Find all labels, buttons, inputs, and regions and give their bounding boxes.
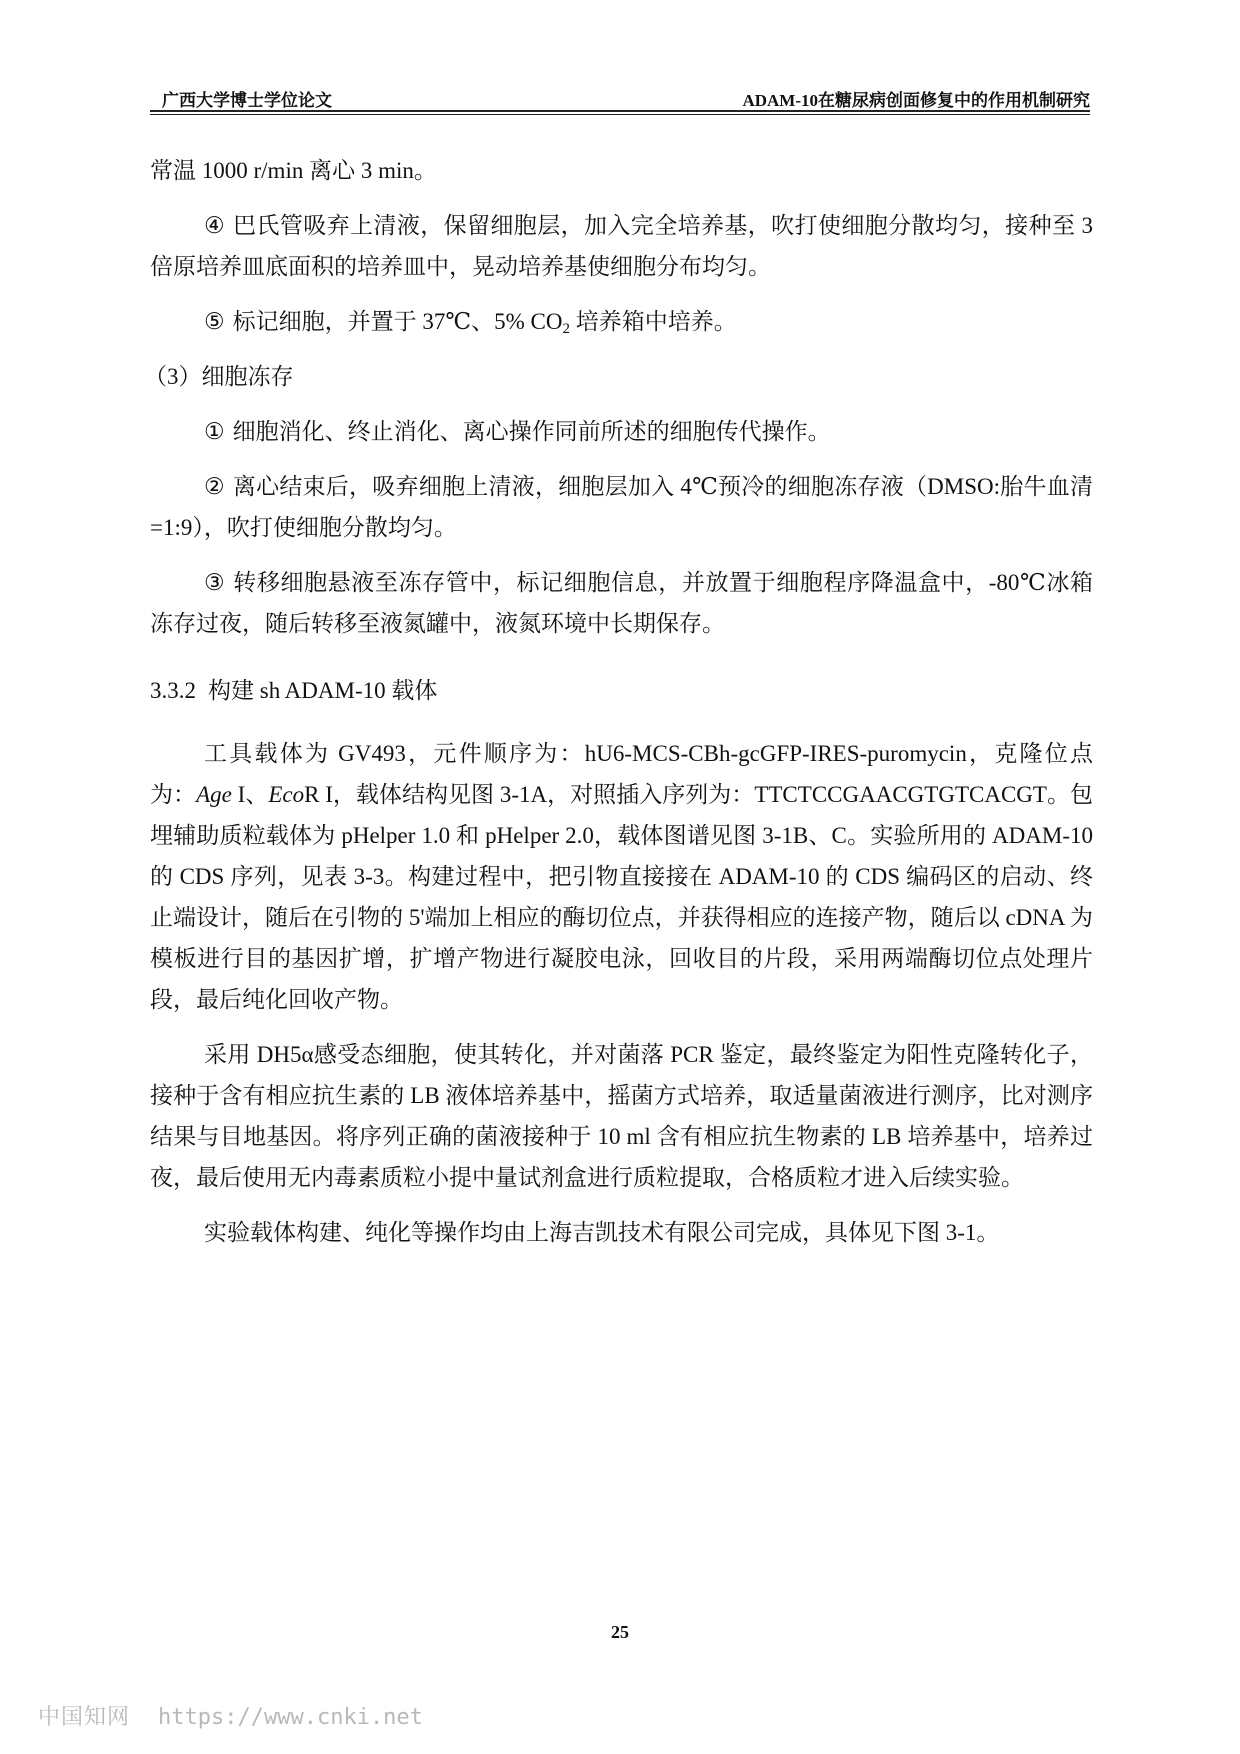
step-number: ⑤ xyxy=(204,309,225,334)
page-number: 25 xyxy=(611,1622,629,1642)
paragraph-centrifuge: 常温 1000 r/min 离心 3 min。 xyxy=(150,158,437,183)
running-header xyxy=(150,84,1090,112)
step-4-paragraph xyxy=(150,205,1093,287)
vector-paragraph xyxy=(150,733,1093,1020)
step-number: ② xyxy=(204,474,225,499)
enzyme-eco: Eco xyxy=(268,782,305,807)
step-text: 细胞消化、终止消化、离心操作同前所述的细胞传代操作。 xyxy=(232,419,831,444)
step-number: ④ xyxy=(204,213,226,238)
cnki-url: https://www.cnki.net xyxy=(158,1705,423,1730)
section-number: 3.3.2 xyxy=(150,678,196,703)
vector-text-a: 工具载体为 GV493，元件顺序为：hU6-MCS-CBh-gcGFP-IRES-puromycin，克隆位点为： xyxy=(150,741,1093,807)
transformation-paragraph: 采用 DH5α感受态细胞，使其转化，并对菌落 PCR 鉴定，最终鉴定为阳性克隆转化子，接种于含有相应抗生素的 LB 液体培养基中，摇菌方式培养，取适量菌液进行测序，比对测序结果与目地基因。将序列正确的菌液接种于 10 ml 含有相应抗生物素的 LB 培养基中，培养过夜，最后使用无内毒素质粒小提中量试剂盒进行质粒提取，合格质粒才进入后续实验。 xyxy=(150,1042,1093,1190)
header-chapter-title: ADAM-10在糖尿病创面修复中的作用机制研究 xyxy=(742,91,1090,110)
subsection-cell-freezing: （3）细胞冻存 xyxy=(144,364,294,389)
step-text-b: 培养箱中培养。 xyxy=(569,309,737,334)
step-text-a: 标记细胞，并置于 37℃、5% CO xyxy=(232,309,563,334)
page-body xyxy=(144,150,1094,1267)
header-thesis-title: 广西大学博士学位论文 xyxy=(162,91,332,110)
section-heading xyxy=(150,670,1093,711)
co2-subscript: 2 xyxy=(562,321,570,337)
watermark-footer xyxy=(38,1700,423,1731)
cnki-site-name: 中国知网 xyxy=(38,1705,131,1730)
step-number: ③ xyxy=(204,570,226,595)
step-2-paragraph xyxy=(150,466,1093,548)
step-number: ① xyxy=(204,419,225,444)
vector-text-b: I、 xyxy=(231,782,269,807)
company-paragraph: 实验载体构建、纯化等操作均由上海吉凯技术有限公司完成，具体见下图 3-1。 xyxy=(204,1220,1000,1245)
step-5-paragraph xyxy=(150,301,1093,342)
step-text: 转移细胞悬液至冻存管中，标记细胞信息，并放置于细胞程序降温盒中，-80℃冰箱冻存过夜，随后转移至液氮罐中，液氮环境中长期保存。 xyxy=(150,570,1093,636)
step-1-paragraph xyxy=(150,411,1093,452)
step-text: 巴氏管吸弃上清液，保留细胞层，加入完全培养基，吹打使细胞分散均匀，接种至 3 倍原培养皿底面积的培养皿中，晃动培养基使细胞分布均匀。 xyxy=(150,213,1094,279)
vector-text-c: R I，载体结构见图 3-1A，对照插入序列为：TTCTCCGAACGTGTCACGT。包埋辅助质粒载体为 pHelper 1.0 和 pHelper 2.0，载体图谱见图 3-1B、C。实验所用的 ADAM-10 的 CDS 序列，见表 3-3。构建过程中，把引物直接接在 ADAM-10 的 CDS 编码区的启动、终止端设计，随后在引物的 5'端加上相应的酶切位点，并获得相应的连接产物，随后以 cDNA 为模板进行目的基因扩增，扩增产物进行凝胶电泳，回收目的片段，采用两端酶切位点处理片段，最后纯化回收产物。 xyxy=(150,782,1093,1012)
section-title: 构建 sh ADAM-10 载体 xyxy=(208,678,438,703)
enzyme-age: Age xyxy=(196,782,232,807)
step-3-paragraph xyxy=(150,562,1093,644)
step-text: 离心结束后，吸弃细胞上清液，细胞层加入 4℃预冷的细胞冻存液（DMSO:胎牛血清=1:9），吹打使细胞分散均匀。 xyxy=(150,474,1093,540)
header-rule xyxy=(150,114,1090,115)
